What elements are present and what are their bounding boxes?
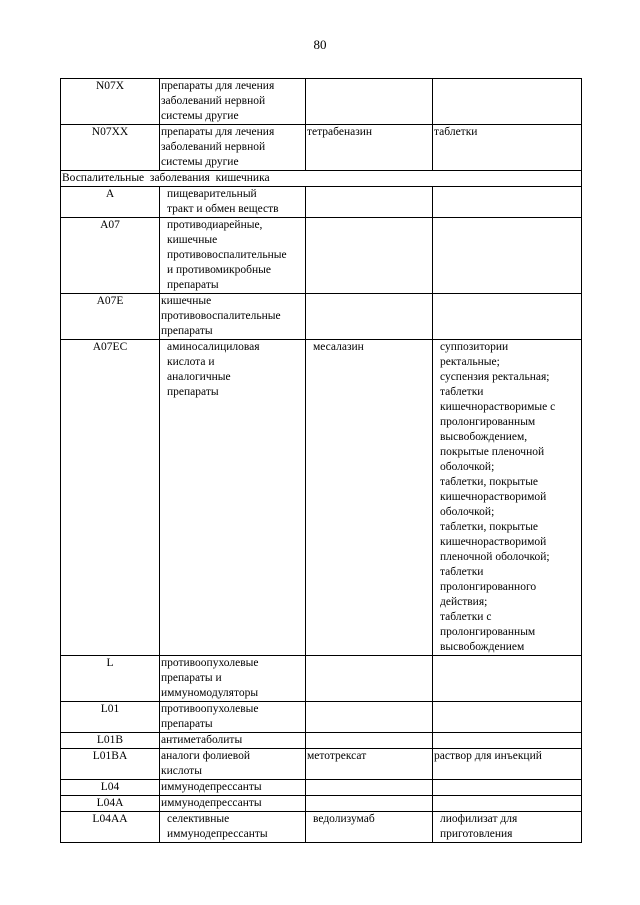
dosage-form-text: [434, 796, 580, 811]
dosage-form-text: таблетки: [434, 126, 478, 138]
atc-code-text: L01B: [96, 734, 124, 746]
dosage-form-text: [434, 780, 580, 795]
pharmacological-group-text: аналоги фолиевой кислоты: [161, 750, 251, 777]
pharmacological-group-cell: [160, 780, 306, 796]
atc-code-cell: [61, 702, 160, 733]
table-row: [61, 79, 582, 125]
pharmacological-group-cell: [160, 294, 306, 340]
dosage-form-cell: [433, 796, 582, 812]
atc-code-text: A: [105, 188, 115, 200]
drug-name-text: [307, 187, 431, 202]
drug-name-text: [307, 796, 431, 811]
drug-name-cell: [306, 294, 433, 340]
table-row: [61, 780, 582, 796]
dosage-form-text: [434, 218, 580, 233]
pharmacological-group-text: противоопухолевые препараты: [161, 703, 259, 730]
drug-name-cell: [306, 218, 433, 294]
pharmacological-group-cell: [160, 187, 306, 218]
drug-name-text: [307, 294, 431, 309]
drug-name-cell: [306, 340, 433, 656]
atc-code-text: N07X: [95, 80, 125, 92]
dosage-form-cell: [433, 812, 582, 843]
drug-name-cell: [306, 79, 433, 125]
pharmacological-group-text: пищеварительный тракт и обмен веществ: [167, 188, 279, 215]
atc-code-text: L04AA: [92, 813, 128, 825]
drug-name-cell: [306, 733, 433, 749]
section-header-row: [61, 171, 582, 187]
atc-code-cell: [61, 780, 160, 796]
atc-code-text: L04: [100, 781, 120, 793]
pharmacological-group-cell: [160, 218, 306, 294]
drug-name-text: метотрексат: [307, 750, 367, 762]
table-row: [61, 218, 582, 294]
table-row: [61, 294, 582, 340]
dosage-form-cell: [433, 702, 582, 733]
dosage-form-cell: [433, 187, 582, 218]
dosage-form-cell: [433, 340, 582, 656]
dosage-form-text: [434, 187, 580, 202]
section-title: Воспалительные заболевания кишечника: [61, 171, 582, 187]
medication-table: [60, 78, 582, 843]
drug-name-cell: [306, 780, 433, 796]
dosage-form-text: [434, 733, 580, 748]
atc-code-cell: [61, 812, 160, 843]
drug-name-cell: [306, 187, 433, 218]
dosage-form-text: [434, 79, 580, 94]
pharmacological-group-text: препараты для лечения заболеваний нервной системы другие: [161, 126, 275, 168]
atc-code-text: N07XX: [91, 126, 129, 138]
dosage-form-cell: [433, 656, 582, 702]
dosage-form-cell: [433, 780, 582, 796]
pharmacological-group-text: селективные иммунодепрессанты: [167, 813, 268, 840]
table-row: [61, 733, 582, 749]
dosage-form-text: лиофилизат для приготовления: [440, 813, 518, 840]
table-row: [61, 749, 582, 780]
dosage-form-text: суппозитории ректальные; суспензия ректальная; таблетки кишечнорастворимые с пролонгированным высвобождением, покрытые пленочной оболочкой; таблетки, покрытые кишечнорастворимой оболочкой; таблетки, покрытые кишечнорастворимой пленочной оболочкой; таблетки пролонгированного действия; таблетки с пролонгированным высвобождением: [440, 341, 556, 653]
dosage-form-cell: [433, 733, 582, 749]
drug-name-text: [307, 733, 431, 748]
dosage-form-cell: [433, 749, 582, 780]
drug-name-text: [307, 218, 431, 233]
atc-code-cell: [61, 125, 160, 171]
drug-name-cell: [306, 749, 433, 780]
pharmacological-group-cell: [160, 749, 306, 780]
pharmacological-group-text: кишечные противовоспалительные препараты: [161, 295, 281, 337]
dosage-form-text: [434, 656, 580, 671]
pharmacological-group-text: антиметаболиты: [161, 734, 243, 746]
drug-name-text: месалазин: [313, 341, 364, 353]
pharmacological-group-cell: [160, 796, 306, 812]
pharmacological-group-cell: [160, 340, 306, 656]
atc-code-text: A07: [100, 219, 120, 231]
atc-code-text: L: [106, 657, 114, 669]
drug-name-text: [307, 656, 431, 671]
atc-code-text: A07EC: [92, 341, 128, 353]
drug-name-cell: [306, 702, 433, 733]
pharmacological-group-cell: [160, 125, 306, 171]
atc-code-text: L01BA: [92, 750, 128, 762]
dosage-form-text: [434, 294, 580, 309]
drug-name-cell: [306, 656, 433, 702]
dosage-form-cell: [433, 294, 582, 340]
drug-name-text: тетрабеназин: [307, 126, 373, 138]
table-row: [61, 656, 582, 702]
drug-name-text: [307, 780, 431, 795]
page-number: 80: [313, 37, 327, 52]
atc-code-cell: [61, 749, 160, 780]
table-row: [61, 340, 582, 656]
pharmacological-group-text: аминосалициловая кислота и аналогичные препараты: [167, 341, 260, 398]
table-row: [61, 702, 582, 733]
atc-code-cell: [61, 340, 160, 656]
pharmacological-group-text: противоопухолевые препараты и иммуномодуляторы: [161, 657, 259, 699]
atc-code-text: L04A: [96, 797, 124, 809]
atc-code-cell: [61, 187, 160, 218]
atc-code-cell: [61, 218, 160, 294]
drug-name-cell: [306, 125, 433, 171]
atc-code-cell: [61, 294, 160, 340]
atc-code-cell: [61, 733, 160, 749]
atc-code-cell: [61, 656, 160, 702]
pharmacological-group-text: противодиарейные, кишечные противовоспалительные и противомикробные препараты: [167, 219, 287, 291]
atc-code-text: A07E: [96, 295, 124, 307]
pharmacological-group-cell: [160, 733, 306, 749]
dosage-form-cell: [433, 218, 582, 294]
pharmacological-group-text: иммунодепрессанты: [161, 797, 262, 809]
dosage-form-cell: [433, 125, 582, 171]
pharmacological-group-cell: [160, 656, 306, 702]
dosage-form-cell: [433, 79, 582, 125]
atc-code-cell: [61, 79, 160, 125]
pharmacological-group-cell: [160, 79, 306, 125]
drug-name-text: ведолизумаб: [313, 813, 375, 825]
dosage-form-text: [434, 702, 580, 717]
pharmacological-group-text: препараты для лечения заболеваний нервной системы другие: [161, 80, 275, 122]
table-row: [61, 187, 582, 218]
drug-name-cell: [306, 796, 433, 812]
drug-name-cell: [306, 812, 433, 843]
pharmacological-group-cell: [160, 812, 306, 843]
table-row: [61, 812, 582, 843]
dosage-form-text: раствор для инъекций: [434, 750, 542, 762]
atc-code-cell: [61, 796, 160, 812]
table-row: [61, 796, 582, 812]
pharmacological-group-text: иммунодепрессанты: [161, 781, 262, 793]
pharmacological-group-cell: [160, 702, 306, 733]
atc-code-text: L01: [100, 703, 120, 715]
drug-name-text: [307, 702, 431, 717]
table-row: [61, 125, 582, 171]
drug-name-text: [307, 79, 431, 94]
